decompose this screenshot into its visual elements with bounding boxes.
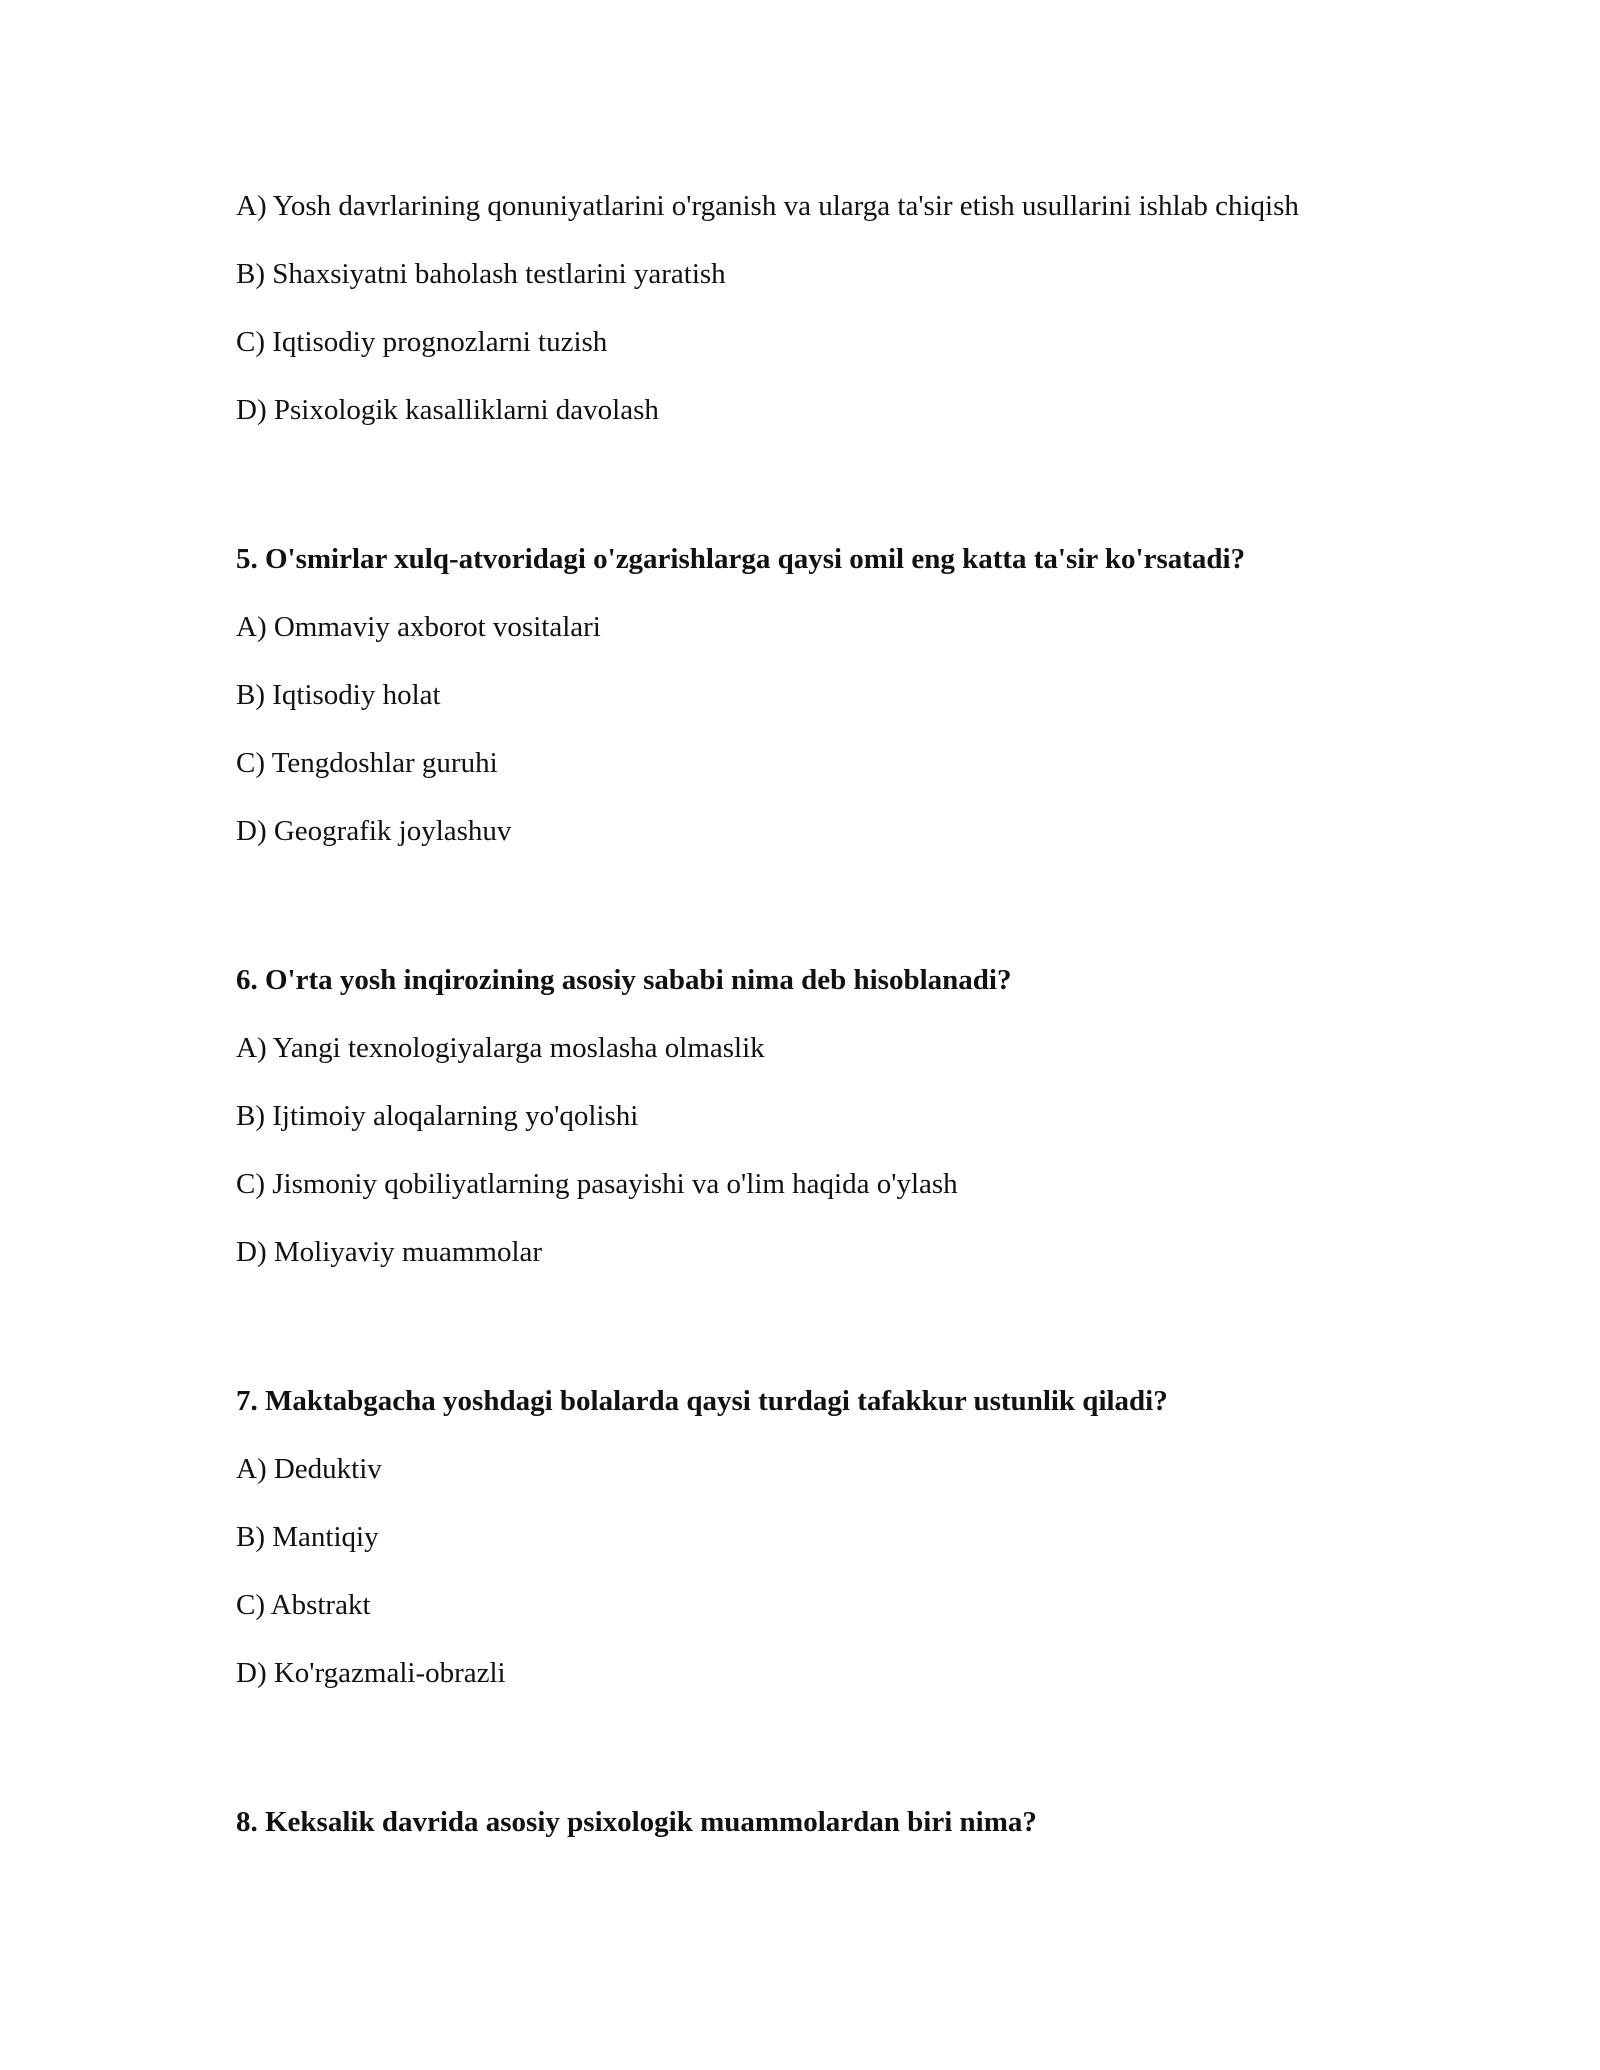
option-c: C) Tengdoshlar guruhi <box>236 747 498 779</box>
option-a: A) Yosh davrlarining qonuniyatlarini o'rganish va ularga ta'sir etish usullarini ishlab chiqish <box>236 190 1299 222</box>
option-c: C) Jismoniy qobiliyatlarning pasayishi va o'lim haqida o'ylash <box>236 1168 958 1200</box>
question-6 <box>236 960 1364 1273</box>
option-d: D) Ko'rgazmali-obrazli <box>236 1657 506 1689</box>
option-b: B) Ijtimoiy aloqalarning yo'qolishi <box>236 1100 639 1132</box>
option-d: D) Psixologik kasalliklarni davolash <box>236 394 659 426</box>
question-4-options <box>236 186 1364 431</box>
option-a: A) Deduktiv <box>236 1453 382 1485</box>
option-a: A) Ommaviy axborot vositalari <box>236 611 601 643</box>
option-b: B) Mantiqiy <box>236 1521 379 1553</box>
question-5 <box>236 539 1364 852</box>
option-d: D) Moliyaviy muammolar <box>236 1236 543 1268</box>
option-a: A) Yangi texnologiyalarga moslasha olmaslik <box>236 1032 765 1064</box>
option-c: C) Abstrakt <box>236 1589 371 1621</box>
option-b: B) Shaxsiyatni baholash testlarini yaratish <box>236 258 726 290</box>
option-b: B) Iqtisodiy holat <box>236 679 441 711</box>
question-8 <box>236 1802 1364 1843</box>
option-c: C) Iqtisodiy prognozlarni tuzish <box>236 326 608 358</box>
question-title: 6. O'rta yosh inqirozining asosiy sababi nima deb hisoblanadi? <box>236 964 1012 996</box>
question-title: 8. Keksalik davrida asosiy psixologik muammolardan biri nima? <box>236 1806 1037 1838</box>
question-title: 7. Maktabgacha yoshdagi bolalarda qaysi turdagi tafakkur ustunlik qiladi? <box>236 1385 1168 1417</box>
option-d: D) Geografik joylashuv <box>236 815 512 847</box>
question-title: 5. O'smirlar xulq-atvoridagi o'zgarishlarga qaysi omil eng katta ta'sir ko'rsatadi? <box>236 543 1246 575</box>
question-7 <box>236 1381 1364 1694</box>
